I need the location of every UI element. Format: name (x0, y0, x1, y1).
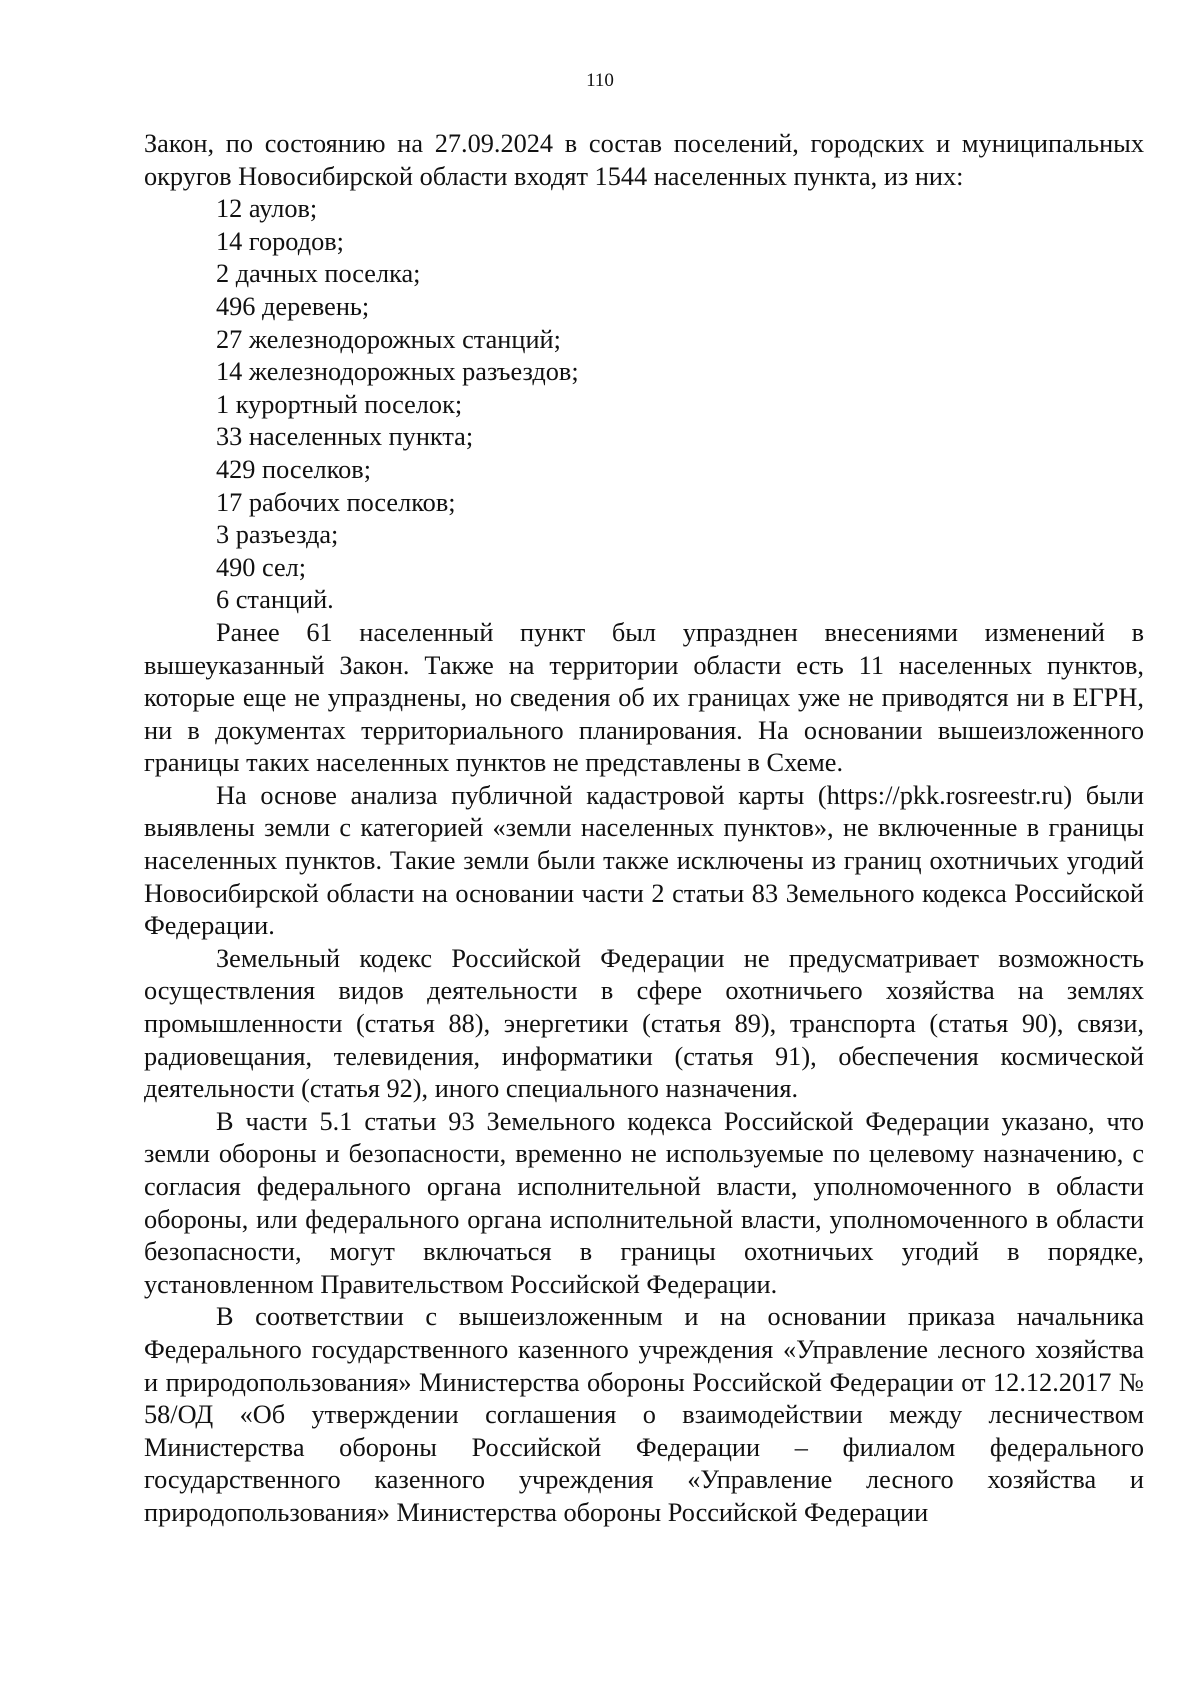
document-body (144, 128, 1144, 1530)
list-item: 27 железнодорожных станций; (216, 324, 561, 354)
paragraph-order-reference: В соответствии с вышеизложенным и на основании приказа начальника Федерального государственного казенного учреждения «Управление лесного хозяйства и природопользования» Министерства обороны Российской Федерации от 12.12.2017 № 58/ОД «Об утверждении соглашения о взаимодействии между лесничеством Министерства обороны Российской Федерации – филиалом федерального государственного казенного учреждения «Управление лесного хозяйства и природопользования» Министерства обороны Российской Федерации (144, 1302, 1144, 1527)
intro-paragraph: Закон, по состоянию на 27.09.2024 в состав поселений, городских и муниципальных округов Новосибирской области входят 1544 населенных пункта, из них: (144, 129, 1144, 191)
list-item: 14 городов; (216, 226, 344, 256)
list-item: 14 железнодорожных разъездов; (216, 357, 579, 387)
list-item: 6 станций. (216, 585, 334, 615)
list-item: 33 населенных пункта; (216, 422, 474, 452)
list-item: 496 деревень; (216, 291, 370, 321)
page-number: 110 (586, 70, 614, 91)
list-item: 429 поселков; (216, 454, 371, 484)
settlement-types-list (144, 193, 1144, 617)
list-item: 12 аулов; (216, 194, 318, 224)
paragraph-cadastral-map: На основе анализа публичной кадастровой карты (https://pkk.rosreestr.ru) были выявлены земли с категорией «земли населенных пунктов», не включенные в границы населенных пунктов. Такие земли были также исключены из границ охотничьих угодий Новосибирской области на основании части 2 статьи 83 Земельного кодекса Российской Федерации. (144, 780, 1144, 941)
paragraph-land-code-restrictions: Земельный кодекс Российской Федерации не предусматривает возможность осуществления видов деятельности в сфере охотничьего хозяйства на землях промышленности (статья 88), энергетики (статья 89), транспорта (статья 90), связи, радиовещания, телевидения, информатики (статья 91), обеспечения космической деятельности (статья 92), иного специального назначения. (144, 943, 1144, 1104)
list-item: 2 дачных поселка; (216, 259, 421, 289)
list-item: 490 сел; (216, 552, 307, 582)
paragraph-abolished-settlements: Ранее 61 населенный пункт был упразднен внесениями изменений в вышеуказанный Закон. Также на территории области есть 11 населенных пунктов, которые еще не упразднены, но сведения об их границах уже не приводятся ни в ЕГРН, ни в документах территориального планирования. На основании вышеизложенного границы таких населенных пунктов не представлены в Схеме. (144, 617, 1144, 778)
list-item: 1 курортный поселок; (216, 389, 463, 419)
list-item: 17 рабочих поселков; (216, 487, 456, 517)
list-item: 3 разъезда; (216, 520, 339, 550)
paragraph-defense-lands: В части 5.1 статьи 93 Земельного кодекса Российской Федерации указано, что земли обороны и безопасности, временно не используемые по целевому назначению, с согласия федерального органа исполнительной власти, уполномоченного в области обороны, или федерального органа исполнительной власти, уполномоченного в области безопасности, могут включаться в границы охотничьих угодий в порядке, установленном Правительством Российской Федерации. (144, 1106, 1144, 1299)
